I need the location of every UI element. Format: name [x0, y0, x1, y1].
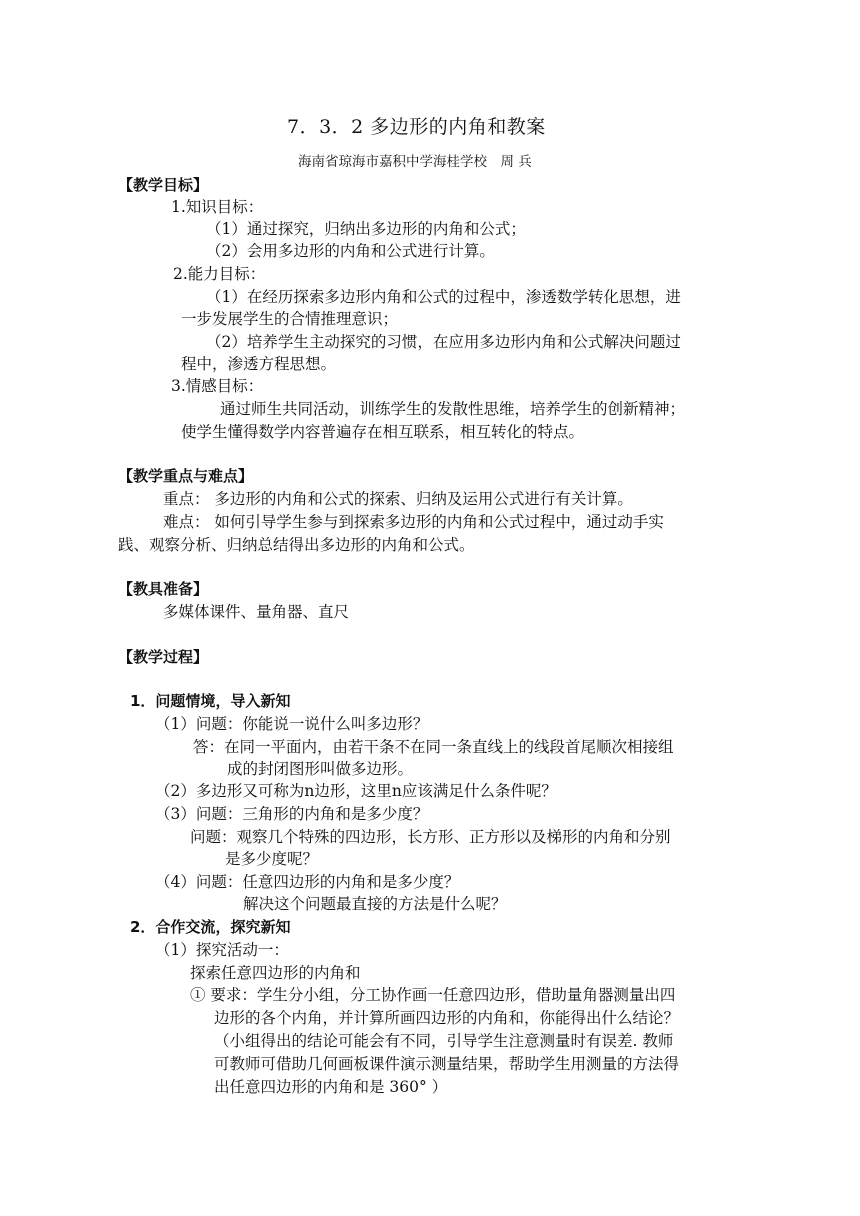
difficulty-line2: 践、观察分析、归纳总结得出多边形的内角和公式。 [118, 536, 475, 554]
question-4b: 解决这个问题最直接的方法是什么呢？ [243, 895, 507, 913]
knowledge-goal-label: 1.知识目标： [171, 198, 264, 216]
step-2-heading: 2．合作交流，探究新知 [130, 918, 291, 936]
requirement-line2: 边形的各个内角，并计算所画四边形的内角和，你能得出什么结论？ [214, 1009, 680, 1027]
ability-goal-1-line2: 一步发展学生的合情推理意识； [181, 310, 399, 328]
section-heading-process: 【教学过程】 [118, 648, 209, 666]
answer-1-line2: 成的封闭图形叫做多边形。 [227, 760, 414, 778]
activity-1-title: 探索任意四边形的内角和 [190, 964, 361, 982]
emotion-goal-label: 3.情感目标： [171, 377, 264, 395]
ability-goal-1-line1: （1）在经历探索多边形内角和公式的过程中，渗透数学转化思想，进 [206, 288, 681, 306]
section-heading-objectives: 【教学目标】 [118, 176, 209, 194]
requirement-line1: ① 要求：学生分小组，分工协作画一任意四边形，借助量角器测量出四 [190, 986, 676, 1004]
focus-text: 重点： 多边形的内角和公式的探索、归纳及运用公式进行有关计算。 [163, 490, 633, 508]
document-title: 7．3．2 多边形的内角和教案 [287, 116, 546, 138]
question-3: （3）问题：三角形的内角和是多少度？ [155, 805, 429, 823]
author-line: 海南省琼海市嘉积中学海桂学校 周 兵 [298, 154, 532, 170]
note-line1: （小组得出的结论可能会有不同，引导学生注意测量时有误差. 教师 [214, 1032, 674, 1050]
emotion-goal-line2: 使学生懂得数学内容普遍存在相互联系，相互转化的特点。 [181, 423, 585, 441]
note-line2: 可教师可借助几何画板课件演示测量结果，帮助学生用测量的方法得 [214, 1055, 680, 1073]
step-1-heading: 1．问题情境，导入新知 [130, 692, 291, 710]
question-4: （4）问题：任意四边形的内角和是多少度？ [155, 873, 460, 891]
section-heading-keypoints: 【教学重点与难点】 [118, 467, 254, 485]
note-line3: 出任意四边形的内角和是 360° ） [214, 1078, 448, 1096]
knowledge-goal-1: （1）通过探究，归纳出多边形的内角和公式； [206, 220, 526, 238]
question-2: （2）多边形又可称为n边形，这里n应该满足什么条件呢？ [155, 782, 557, 800]
answer-1-line1: 答：在同一平面内，由若干条不在同一条直线上的线段首尾顺次相接组 [193, 738, 674, 756]
ability-goal-label: 2.能力目标： [173, 265, 266, 283]
question-3b-line2: 是多少度呢？ [225, 850, 319, 868]
question-1: （1）问题：你能说一说什么叫多边形？ [155, 715, 429, 733]
emotion-goal-line1: 通过师生共同活动，训练学生的发散性思维，培养学生的创新精神； [220, 400, 686, 418]
ability-goal-2-line1: （2）培养学生主动探究的习惯，在应用多边形内角和公式解决问题过 [206, 333, 681, 351]
difficulty-line1: 难点： 如何引导学生参与到探索多边形的内角和公式过程中，通过动手实 [163, 513, 664, 531]
question-3b-line1: 问题：观察几个特殊的四边形，长方形、正方形以及梯形的内角和分别 [190, 828, 671, 846]
ability-goal-2-line2: 程中，渗透方程思想。 [181, 355, 337, 373]
tools-list: 多媒体课件、量角器、直尺 [163, 603, 350, 621]
section-heading-tools: 【教具准备】 [118, 580, 209, 598]
activity-1-label: （1）探究活动一： [155, 941, 289, 959]
knowledge-goal-2: （2）会用多边形的内角和公式进行计算。 [206, 242, 495, 260]
